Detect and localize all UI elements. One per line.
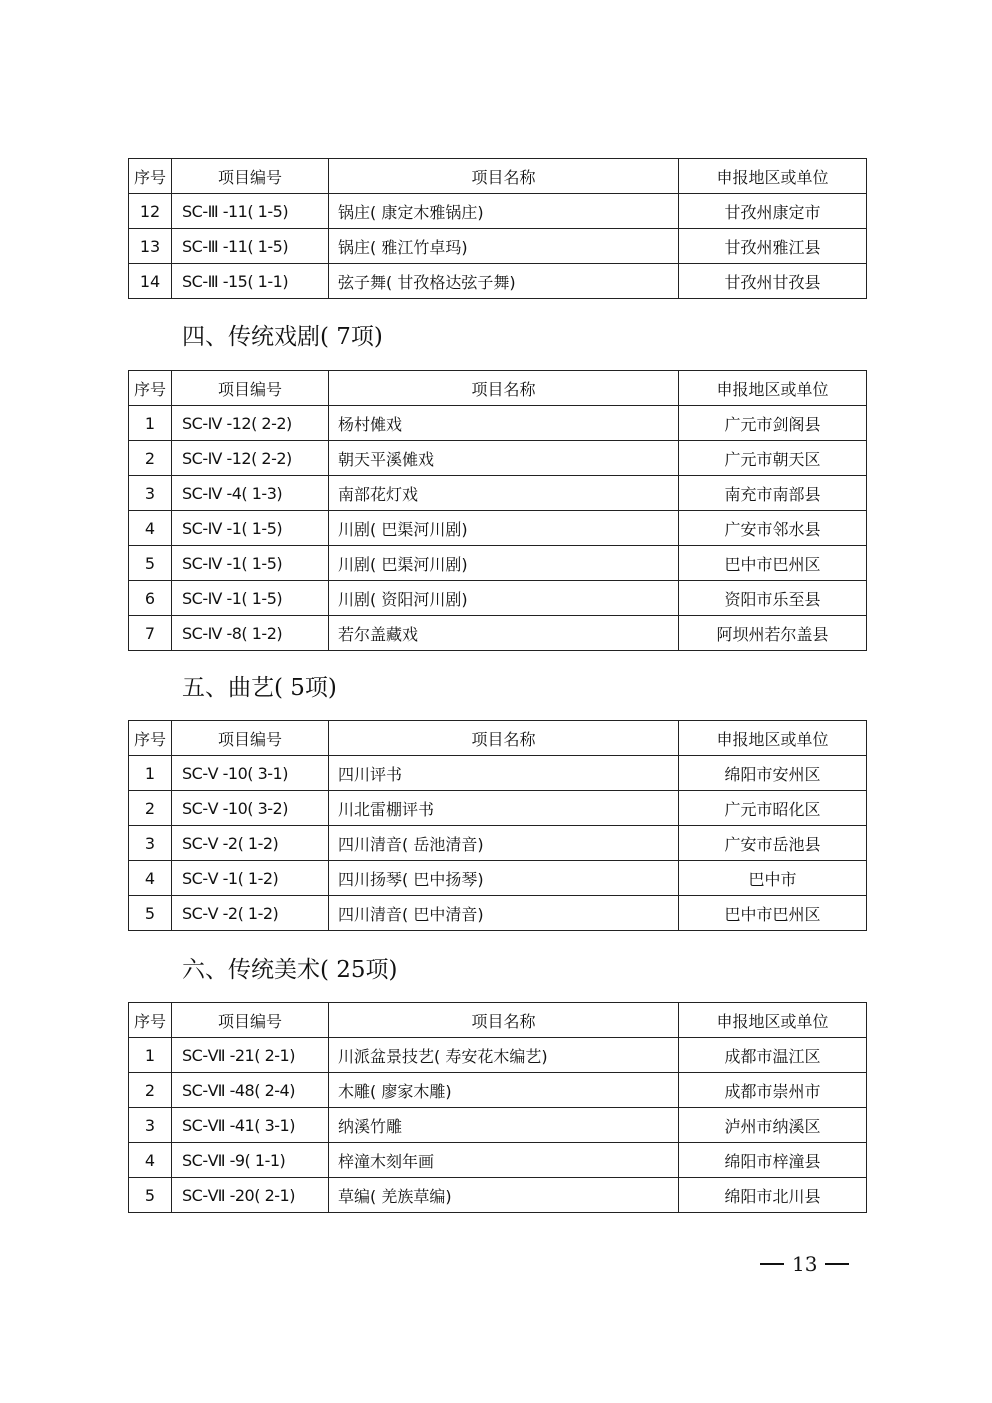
header-num: 序号 [129, 371, 172, 406]
page-number [760, 1252, 849, 1276]
cell-region: 泸州市纳溪区 [679, 1108, 867, 1143]
table-row [129, 264, 867, 299]
cell-region: 绵阳市安州区 [679, 756, 867, 791]
cell-code: SC-Ⅴ -2( 1-2) [172, 826, 329, 861]
table-block-traditional-dance-continued [128, 158, 866, 299]
cell-code: SC-Ⅳ -4( 1-3) [172, 476, 329, 511]
project-table [128, 720, 867, 931]
cell-region: 成都市崇州市 [679, 1073, 867, 1108]
header-code: 项目编号 [172, 1003, 329, 1038]
cell-code: SC-Ⅶ -9( 1-1) [172, 1143, 329, 1178]
cell-num: 14 [129, 264, 172, 299]
cell-name: 木雕( 廖家木雕) [329, 1073, 679, 1108]
table-row [129, 1073, 867, 1108]
cell-code: SC-Ⅳ -1( 1-5) [172, 581, 329, 616]
cell-code: SC-Ⅶ -20( 2-1) [172, 1178, 329, 1213]
cell-num: 4 [129, 1143, 172, 1178]
table-header-row [129, 159, 867, 194]
table-row [129, 791, 867, 826]
header-name: 项目名称 [329, 371, 679, 406]
cell-region: 广安市邻水县 [679, 511, 867, 546]
cell-region: 绵阳市梓潼县 [679, 1143, 867, 1178]
cell-num: 2 [129, 441, 172, 476]
project-table [128, 1002, 867, 1213]
table-block-quyi [128, 720, 866, 931]
header-region: 申报地区或单位 [679, 721, 867, 756]
cell-name: 锅庄( 康定木雅锅庄) [329, 194, 679, 229]
table-row [129, 581, 867, 616]
cell-name: 川派盆景技艺( 寿安花木编艺) [329, 1038, 679, 1073]
header-num: 序号 [129, 159, 172, 194]
cell-code: SC-Ⅳ -1( 1-5) [172, 511, 329, 546]
table-row [129, 194, 867, 229]
cell-name: 四川扬琴( 巴中扬琴) [329, 861, 679, 896]
table-header-row [129, 721, 867, 756]
header-num: 序号 [129, 721, 172, 756]
cell-num: 2 [129, 791, 172, 826]
header-name: 项目名称 [329, 721, 679, 756]
cell-code: SC-Ⅲ -15( 1-1) [172, 264, 329, 299]
cell-code: SC-Ⅶ -48( 2-4) [172, 1073, 329, 1108]
cell-region: 广安市岳池县 [679, 826, 867, 861]
cell-region: 资阳市乐至县 [679, 581, 867, 616]
header-region: 申报地区或单位 [679, 371, 867, 406]
cell-num: 4 [129, 861, 172, 896]
cell-num: 2 [129, 1073, 172, 1108]
table-row [129, 861, 867, 896]
table-row [129, 1143, 867, 1178]
cell-num: 3 [129, 1108, 172, 1143]
cell-name: 梓潼木刻年画 [329, 1143, 679, 1178]
cell-num: 1 [129, 1038, 172, 1073]
project-table [128, 370, 867, 651]
cell-code: SC-Ⅴ -1( 1-2) [172, 861, 329, 896]
cell-region: 绵阳市北川县 [679, 1178, 867, 1213]
cell-code: SC-Ⅲ -11( 1-5) [172, 229, 329, 264]
cell-region: 巴中市巴州区 [679, 896, 867, 931]
table-row [129, 826, 867, 861]
cell-name: 四川清音( 岳池清音) [329, 826, 679, 861]
cell-name: 四川清音( 巴中清音) [329, 896, 679, 931]
table-block-traditional-art [128, 1002, 866, 1213]
cell-region: 巴中市 [679, 861, 867, 896]
cell-name: 锅庄( 雅江竹卓玛) [329, 229, 679, 264]
table-header-row [129, 1003, 867, 1038]
cell-name: 南部花灯戏 [329, 476, 679, 511]
table-row [129, 546, 867, 581]
table-row [129, 616, 867, 651]
cell-num: 12 [129, 194, 172, 229]
cell-code: SC-Ⅳ -12( 2-2) [172, 441, 329, 476]
cell-region: 广元市朝天区 [679, 441, 867, 476]
cell-name: 杨村傩戏 [329, 406, 679, 441]
table-row [129, 1108, 867, 1143]
cell-num: 4 [129, 511, 172, 546]
cell-name: 朝天平溪傩戏 [329, 441, 679, 476]
cell-name: 若尔盖藏戏 [329, 616, 679, 651]
cell-code: SC-Ⅴ -10( 3-1) [172, 756, 329, 791]
cell-name: 纳溪竹雕 [329, 1108, 679, 1143]
table-row [129, 476, 867, 511]
cell-code: SC-Ⅳ -1( 1-5) [172, 546, 329, 581]
cell-name: 川北雷棚评书 [329, 791, 679, 826]
cell-num: 7 [129, 616, 172, 651]
section-title-quyi: 五、曲艺( 5项) [182, 675, 337, 701]
cell-num: 13 [129, 229, 172, 264]
cell-region: 甘孜州雅江县 [679, 229, 867, 264]
cell-name: 川剧( 资阳河川剧) [329, 581, 679, 616]
cell-name: 草编( 羌族草编) [329, 1178, 679, 1213]
table-header-row [129, 371, 867, 406]
cell-num: 5 [129, 1178, 172, 1213]
dash-left [760, 1263, 784, 1265]
cell-code: SC-Ⅴ -2( 1-2) [172, 896, 329, 931]
cell-num: 3 [129, 476, 172, 511]
cell-region: 阿坝州若尔盖县 [679, 616, 867, 651]
cell-num: 3 [129, 826, 172, 861]
header-region: 申报地区或单位 [679, 159, 867, 194]
cell-name: 川剧( 巴渠河川剧) [329, 546, 679, 581]
cell-code: SC-Ⅶ -41( 3-1) [172, 1108, 329, 1143]
table-row [129, 1178, 867, 1213]
header-code: 项目编号 [172, 721, 329, 756]
cell-code: SC-Ⅴ -10( 3-2) [172, 791, 329, 826]
cell-num: 6 [129, 581, 172, 616]
cell-region: 甘孜州甘孜县 [679, 264, 867, 299]
section-title-traditional-drama: 四、传统戏剧( 7项) [182, 324, 383, 350]
project-table [128, 158, 867, 299]
cell-code: SC-Ⅳ -8( 1-2) [172, 616, 329, 651]
cell-region: 巴中市巴州区 [679, 546, 867, 581]
header-name: 项目名称 [329, 1003, 679, 1038]
cell-num: 1 [129, 756, 172, 791]
cell-region: 成都市温江区 [679, 1038, 867, 1073]
section-title-traditional-art: 六、传统美术( 25项) [182, 957, 398, 983]
header-region: 申报地区或单位 [679, 1003, 867, 1038]
cell-num: 1 [129, 406, 172, 441]
page-number-text: 13 [792, 1252, 818, 1276]
cell-region: 南充市南部县 [679, 476, 867, 511]
cell-code: SC-Ⅲ -11( 1-5) [172, 194, 329, 229]
cell-region: 广元市剑阁县 [679, 406, 867, 441]
cell-code: SC-Ⅶ -21( 2-1) [172, 1038, 329, 1073]
cell-region: 甘孜州康定市 [679, 194, 867, 229]
table-block-traditional-drama [128, 370, 866, 651]
cell-code: SC-Ⅳ -12( 2-2) [172, 406, 329, 441]
header-code: 项目编号 [172, 159, 329, 194]
cell-name: 弦子舞( 甘孜格达弦子舞) [329, 264, 679, 299]
cell-num: 5 [129, 546, 172, 581]
dash-right [825, 1263, 849, 1265]
header-name: 项目名称 [329, 159, 679, 194]
cell-num: 5 [129, 896, 172, 931]
cell-region: 广元市昭化区 [679, 791, 867, 826]
table-row [129, 406, 867, 441]
header-num: 序号 [129, 1003, 172, 1038]
table-row [129, 441, 867, 476]
cell-name: 川剧( 巴渠河川剧) [329, 511, 679, 546]
header-code: 项目编号 [172, 371, 329, 406]
table-row [129, 229, 867, 264]
table-row [129, 511, 867, 546]
table-row [129, 1038, 867, 1073]
cell-name: 四川评书 [329, 756, 679, 791]
table-row [129, 896, 867, 931]
table-row [129, 756, 867, 791]
